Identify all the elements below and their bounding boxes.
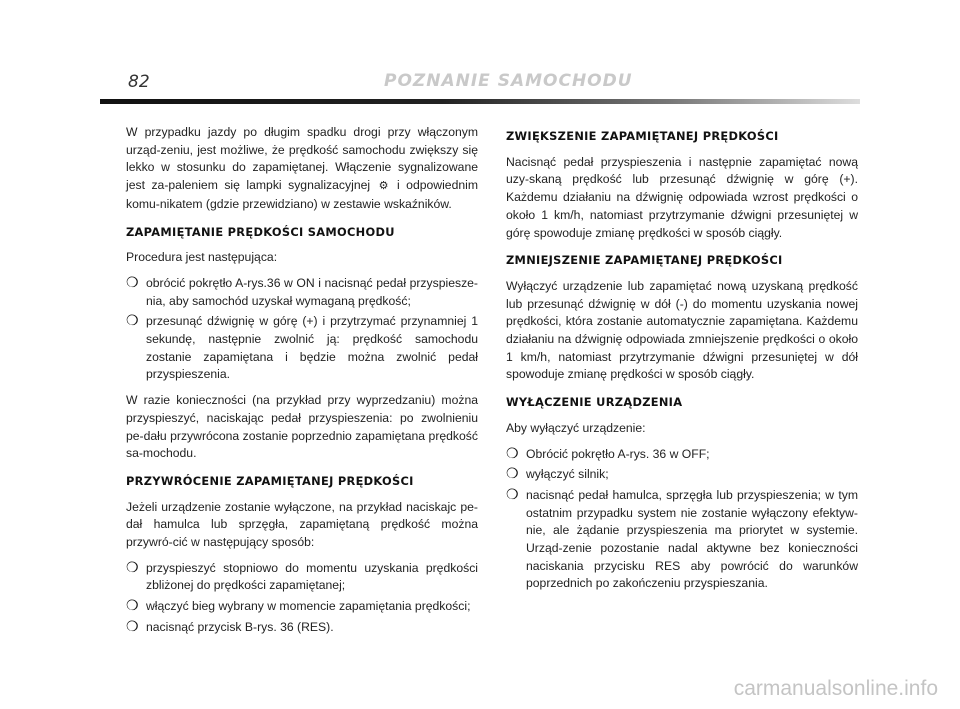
bullet-icon: ❍ xyxy=(126,558,139,575)
bullet-icon: ❍ xyxy=(126,597,139,614)
section-intro: Procedura jest następująca: xyxy=(126,250,278,265)
list-item: ❍ przyspieszyć stopniowo do momentu uzyskania prędkości zbliżonej do prędkości zapamiętanej; xyxy=(126,558,478,593)
section-heading-restore-speed: PRZYWRÓCENIE ZAPAMIĘTANEJ PRĘDKOŚCI xyxy=(126,473,414,488)
section-heading-switch-off: WYŁĄCZENIE URZĄDZENIA xyxy=(506,395,683,410)
page-number: 82 xyxy=(128,72,150,92)
section-heading-increase-speed: ZWIĘKSZENIE ZAPAMIĘTANEJ PRĘDKOŚCI xyxy=(506,129,779,143)
bullet-icon: ❍ xyxy=(126,273,139,290)
restore-list xyxy=(126,560,478,637)
section-intro: Aby wyłączyć urządzenie: xyxy=(506,420,646,435)
bullet-icon: ❍ xyxy=(506,465,519,482)
list-item: ❍ przesunąć dźwignię w górę (+) i przytrzymać przynamniej 1 sekundę, następnie zwolnić ją: prędkość samochodu zostanie zapamiętana i będzie można zwolnić pedał przyspieszenia. xyxy=(126,312,478,382)
page-header-title: POZNANIE SAMOCHODU xyxy=(384,71,633,91)
list-item: ❍ wyłączyć silnik; xyxy=(506,465,609,482)
right-column xyxy=(506,124,858,601)
intro-paragraph: W przypadku jazdy po długim spadku drogi przy włączonym urząd-zeniu, jest możliwe, że prędkość samochodu zwiększy się lekko w stosunku do zapamiętanej. Włączenie sygnalizowane jest za-paleniem się lampki sygnalizacyjnej ⚙ i odpowiednim komu-nikatem (gdzie przewidziano) w zestawie wskaźników. xyxy=(126,125,478,211)
list-item: ❍ Obrócić pokrętło A-rys. 36 w OFF; xyxy=(506,444,710,461)
left-column xyxy=(126,124,478,645)
list-item: ❍ włączyć bieg wybrany w momencie zapamiętania prędkości; xyxy=(126,597,471,614)
section-intro: Jeżeli urządzenie zostanie wyłączone, na przykład naciskajc pe-dał hamulca lub sprzęgła, zapamiętaną prędkość można przywró-cić w następujący sposób: xyxy=(126,499,478,550)
body-paragraph: W razie konieczności (na przykład przy wyprzedzaniu) można przyspieszyć, naciskając pedał przyspieszenia: po zwolnieniu pe-dału przywrócona zostanie poprzednio zapamiętana prędkość sa-mochodu. xyxy=(126,393,478,461)
watermark: carmanualsonline.info xyxy=(733,677,938,700)
bullet-icon: ❍ xyxy=(126,312,139,329)
section-heading-decrease-speed: ZMNIEJSZENIE ZAPAMIĘTANEJ PRĘDKOŚCI xyxy=(506,253,783,268)
speedometer-warning-icon: ⚙ xyxy=(378,180,389,193)
section-heading-store-speed: ZAPAMIĘTANIE PRĘDKOŚCI SAMOCHODU xyxy=(126,224,395,239)
procedure-list xyxy=(126,275,478,384)
list-item: ❍ nacisnąć pedał hamulca, sprzęgła lub przyspieszenia; w tym ostatnim przypadku system nie zostanie wyłączony efektyw-nie, ale żądanie przyspieszenia ma priorytet w systemie. Urząd-zenie pozostanie nadal aktywne bez konieczności naciskania przycisku RES aby powrócić do warunków poprzednich po zakończeniu przyspieszania. xyxy=(506,485,858,591)
switch-off-list xyxy=(506,446,858,594)
header-rule xyxy=(100,99,860,104)
list-item: ❍ obrócić pokrętło A-rys.36 w ON i nacisnąć pedał przyspiesze-nia, aby samochód uzyskał wymaganą prędkość; xyxy=(126,273,478,308)
body-paragraph: Wyłączyć urządzenie lub zapamiętać nową uzyskaną prędkość lub przesunąć dźwignię w dół (-) do momentu uzyskania nowej prędkości, która zostanie automatycznie zapamiętana. Każdemu działaniu na dźwignię odpowiada zmniejszenie prędkości o około 1 km/h, natomiast przytrzymanie dźwigni przesuniętej w dół spowoduje zmianę prędkości w sposób ciągły. xyxy=(506,278,858,382)
bullet-icon: ❍ xyxy=(126,617,139,634)
bullet-icon: ❍ xyxy=(506,444,519,461)
bullet-icon: ❍ xyxy=(506,485,519,502)
list-item: ❍ nacisnąć przycisk B-rys. 36 (RES). xyxy=(126,617,334,634)
body-paragraph: Nacisnąć pedał przyspieszenia i następnie zapamiętać nową uzy-skaną prędkość lub przesunąć dźwignię w górę (+). Każdemu działaniu na dźwignię odpowiada wzrost prędkości o około 1 km/h, natomiast przytrzymanie dźwigni przesuniętej w górę spowoduje zmianę prędkości w sposób ciągły. xyxy=(506,154,858,240)
